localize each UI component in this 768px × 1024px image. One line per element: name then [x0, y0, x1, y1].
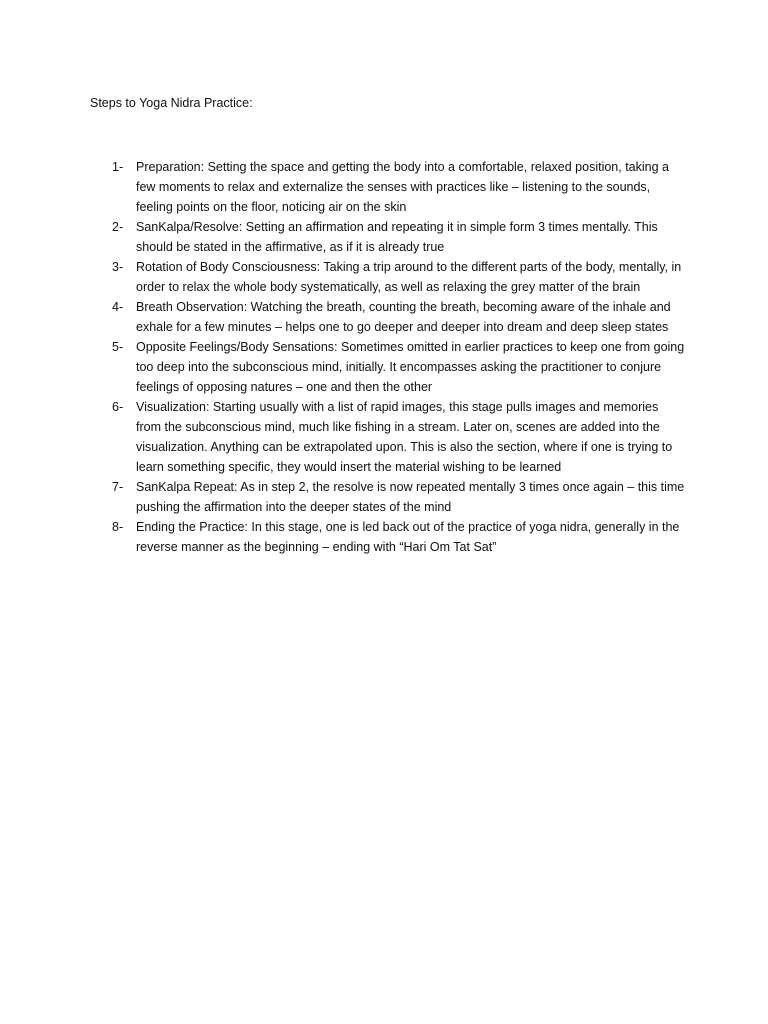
step-number: 8-	[112, 520, 124, 534]
list-item	[90, 517, 685, 557]
step-text: Visualization: Starting usually with a list of rapid images, this stage pulls images and memories from the subconscious mind, much like fishing in a stream. Later on, scenes are added into the visualization. Anything can be extrapolated upon. This is also the section, where if one is trying to learn something specific, they would insert the material wishing to be learned	[136, 400, 673, 474]
list-item	[90, 477, 685, 517]
step-text: Preparation: Setting the space and getting the body into a comfortable, relaxed position, taking a few moments to relax and externalize the senses with practices like – listening to the sounds, feeling points on the floor, noticing air on the skin	[136, 160, 669, 214]
list-item	[90, 217, 685, 257]
step-text: SanKalpa Repeat: As in step 2, the resolve is now repeated mentally 3 times once again – this time pushing the affirmation into the deeper states of the mind	[136, 480, 685, 514]
step-number: 6-	[112, 400, 124, 414]
steps-list	[90, 157, 685, 557]
step-text: Ending the Practice: In this stage, one is led back out of the practice of yoga nidra, generally in the reverse manner as the beginning – ending with “Hari Om Tat Sat”	[136, 520, 680, 554]
step-number: 7-	[112, 480, 124, 494]
list-item	[90, 257, 685, 297]
list-item	[90, 157, 685, 217]
step-number: 1-	[112, 160, 124, 174]
step-number: 2-	[112, 220, 124, 234]
step-text: Opposite Feelings/Body Sensations: Sometimes omitted in earlier practices to keep one from going too deep into the subconscious mind, initially. It encompasses asking the practitioner to conjure feelings of opposing natures – one and then the other	[136, 340, 685, 394]
step-text: Rotation of Body Consciousness: Taking a trip around to the different parts of the body, mentally, in order to relax the whole body systematically, as well as relaxing the grey matter of the brain	[136, 260, 682, 294]
list-item	[90, 337, 685, 397]
list-item	[90, 297, 685, 337]
step-text: SanKalpa/Resolve: Setting an affirmation and repeating it in simple form 3 times mentally. This should be stated in the affirmative, as if it is already true	[136, 220, 658, 254]
document-title: Steps to Yoga Nidra Practice:	[90, 96, 253, 110]
list-item	[90, 397, 685, 477]
step-number: 4-	[112, 300, 124, 314]
step-number: 3-	[112, 260, 124, 274]
step-text: Breath Observation: Watching the breath, counting the breath, becoming aware of the inhale and exhale for a few minutes – helps one to go deeper and deeper into dream and deep sleep states	[136, 300, 671, 334]
step-number: 5-	[112, 340, 124, 354]
